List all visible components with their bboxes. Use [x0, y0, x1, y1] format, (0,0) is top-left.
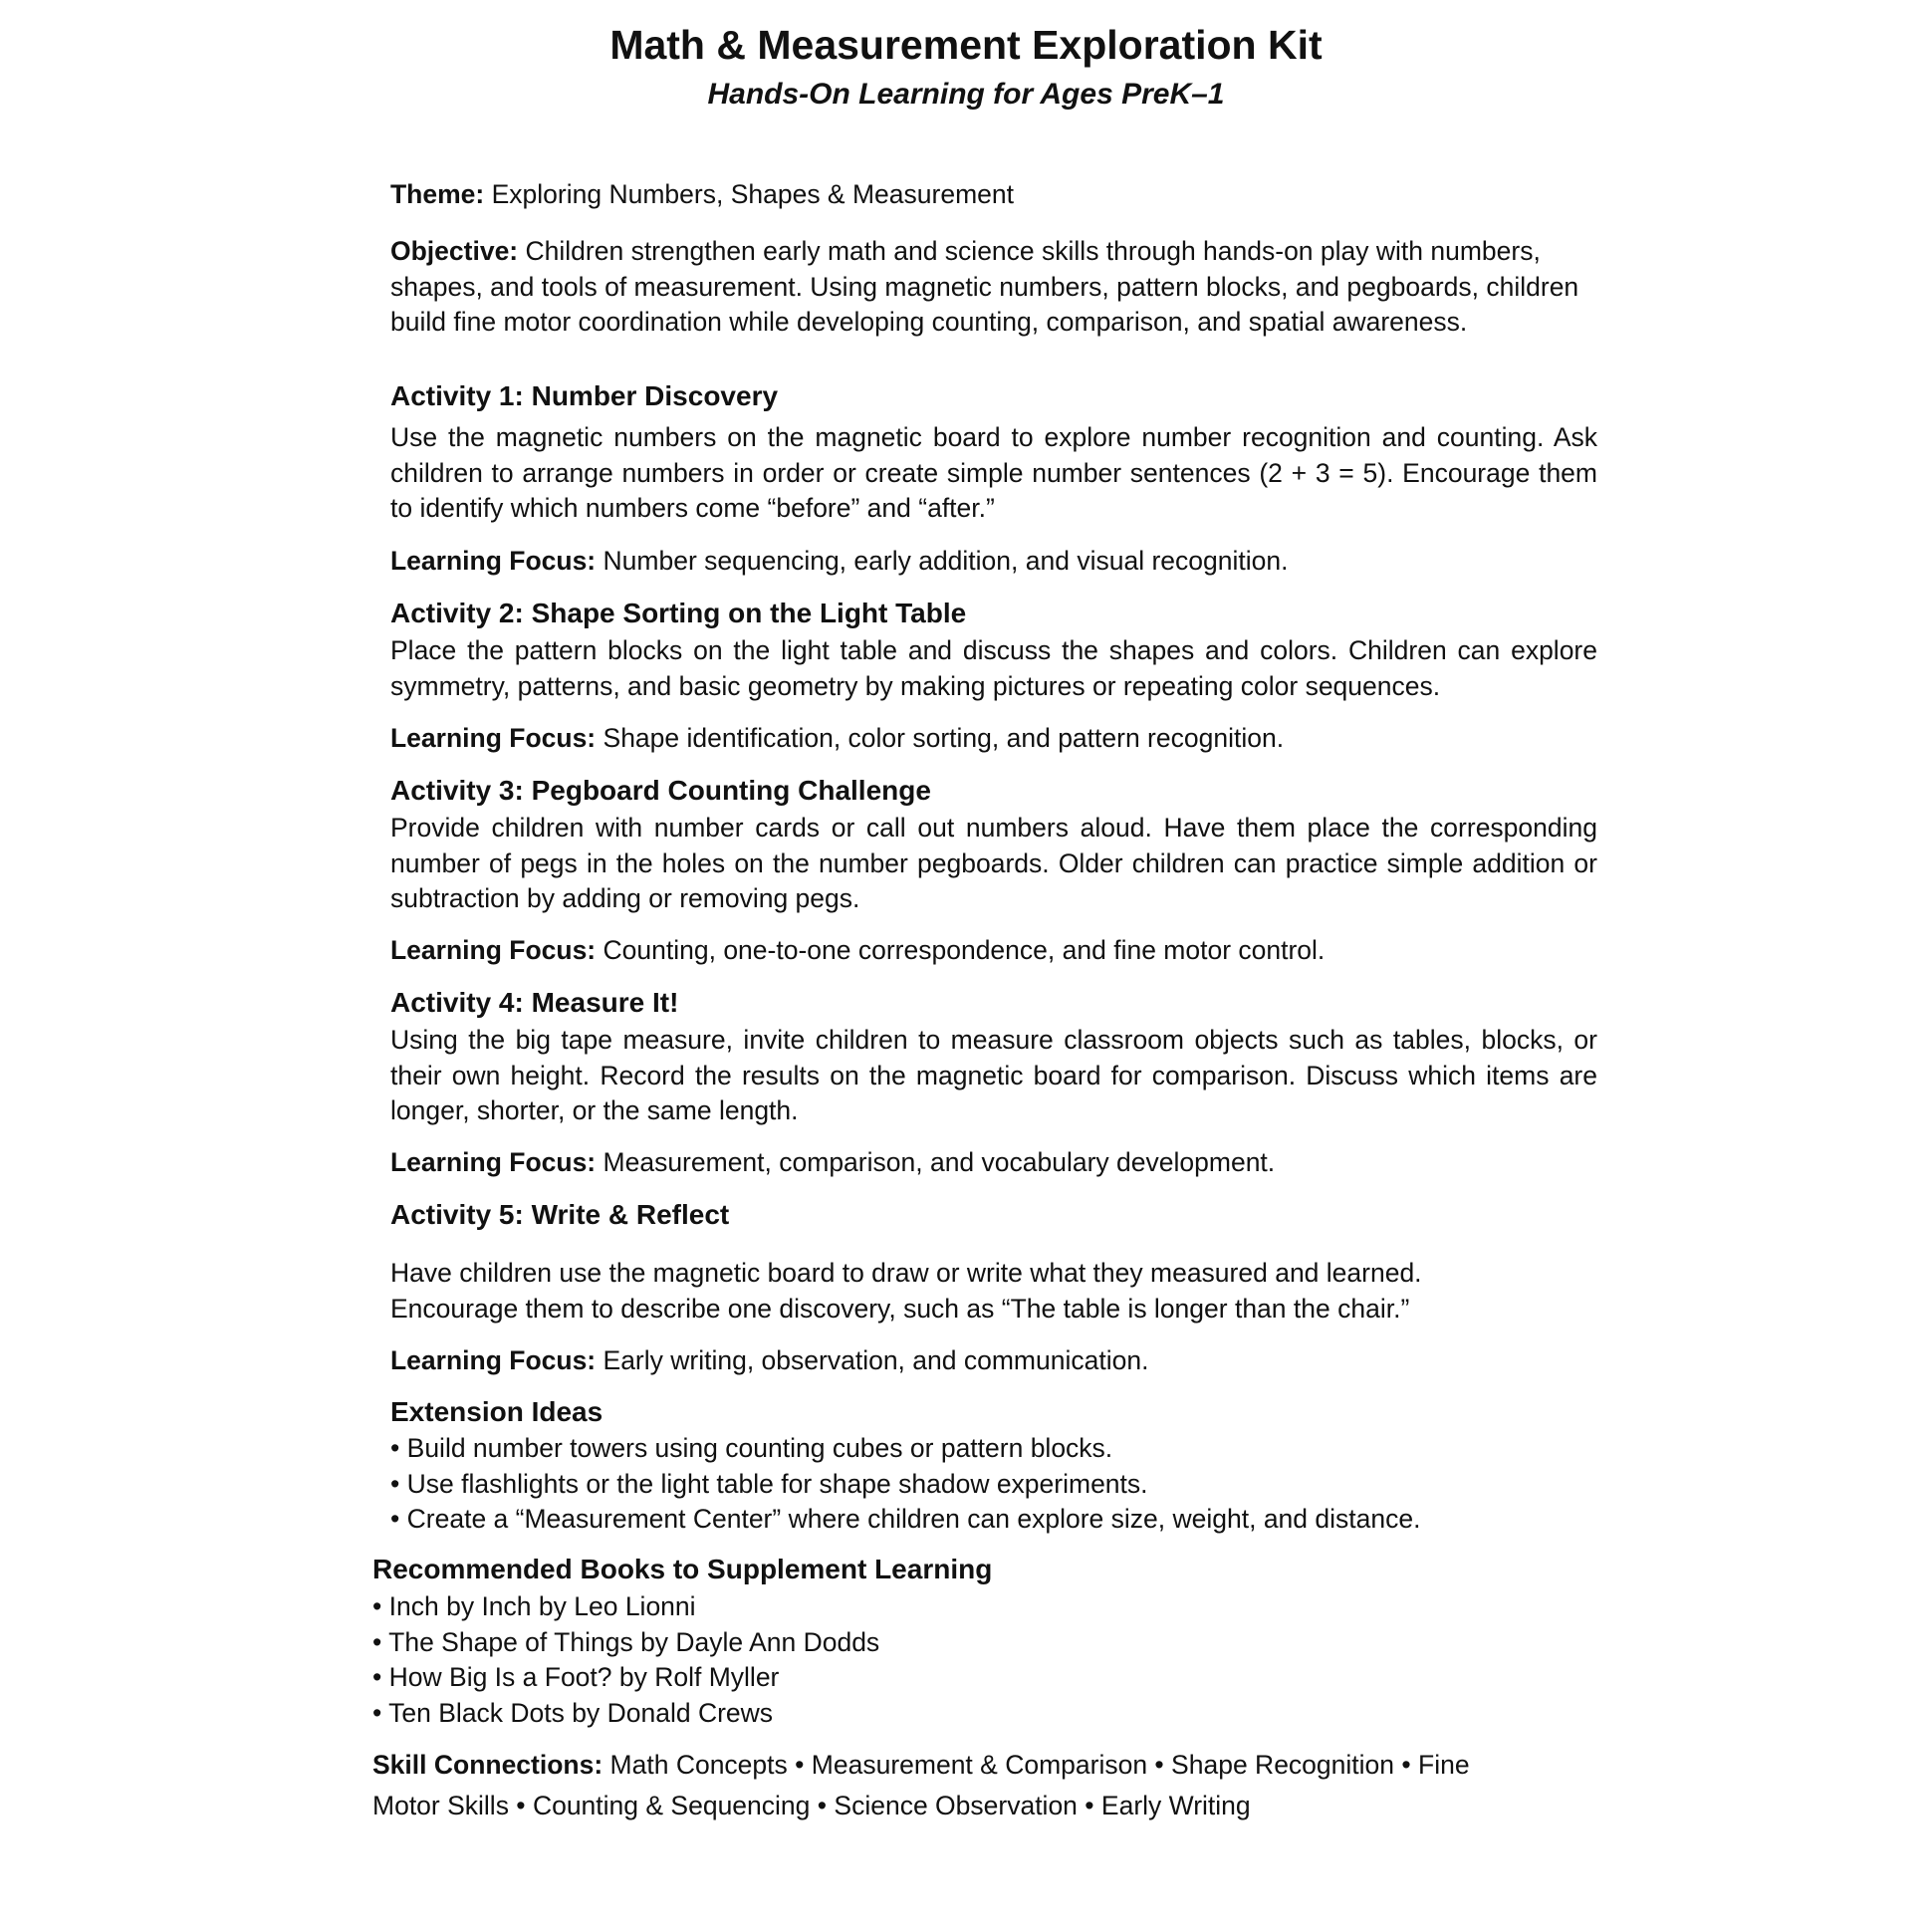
activity-5-focus-text: Early writing, observation, and communication. [603, 1345, 1149, 1375]
activity-2-text: Place the pattern blocks on the light table and discuss the shapes and colors. Children can explore symmetry, patterns, and basic geometry by making pictures or repeating color sequences. [390, 635, 1597, 701]
activity-2-focus-text: Shape identification, color sorting, and pattern recognition. [603, 723, 1285, 753]
page-subtitle: Hands-On Learning for Ages PreK–1 [707, 78, 1225, 111]
activity-5-text-line: Have children use the magnetic board to draw or write what they measured and learned. [390, 1258, 1422, 1288]
theme-paragraph [390, 177, 1597, 213]
activity-3-focus-text: Counting, one-to-one correspondence, and fine motor control. [603, 935, 1326, 965]
skill-connections-label: Skill Connections: [372, 1750, 604, 1780]
list-item: • Build number towers using counting cubes or pattern blocks. [390, 1433, 1113, 1463]
activity-3-text: Provide children with number cards or call out numbers aloud. Have them place the corresponding number of pegs in the holes on the number pegboards. Older children can practice simple addition or subtraction by adding or removing pegs. [390, 813, 1597, 913]
learning-focus-label: Learning Focus: [390, 1147, 597, 1177]
activity-1-focus-text: Number sequencing, early addition, and visual recognition. [603, 546, 1289, 576]
activity-4-focus-text: Measurement, comparison, and vocabulary development. [603, 1147, 1276, 1177]
extension-list [390, 1431, 1597, 1538]
extension-heading: Extension Ideas [390, 1396, 604, 1427]
activity-4-focus [390, 1145, 1597, 1181]
skill-connections-text: Math Concepts • Measurement & Comparison • Shape Recognition • Fine Motor Skills • Counting & Sequencing • Science Observation • Early Writing [372, 1750, 1470, 1820]
objective-text: Children strengthen early math and science skills through hands-on play with numbers, shapes, and tools of measurement. Using magnetic numbers, pattern blocks, and pegboards, children build fine motor coordination while developing counting, comparison, and spatial awareness. [390, 236, 1579, 337]
activity-4-text: Using the big tape measure, invite children to measure classroom objects such as tables, blocks, or their own height. Record the results on the magnetic board for comparison. Discuss which items are longer, shorter, or the same length. [390, 1025, 1597, 1125]
theme-text: Exploring Numbers, Shapes & Measurement [491, 179, 1014, 209]
activity-3-focus [390, 933, 1597, 969]
list-item: • Ten Black Dots by Donald Crews [372, 1697, 774, 1728]
activity-5-text-line: Encourage them to describe one discovery, such as “The table is longer than the chair.” [390, 1293, 1410, 1324]
page-title: Math & Measurement Exploration Kit [609, 22, 1323, 68]
activity-5-focus [390, 1343, 1597, 1379]
objective-paragraph [390, 234, 1597, 341]
activity-4-heading: Activity 4: Measure It! [390, 987, 679, 1018]
activity-1-focus [390, 544, 1597, 580]
activity-3-heading: Activity 3: Pegboard Counting Challenge [390, 775, 931, 806]
activity-5-heading: Activity 5: Write & Reflect [390, 1199, 730, 1230]
books-heading: Recommended Books to Supplement Learning [372, 1554, 993, 1584]
learning-focus-label: Learning Focus: [390, 546, 597, 576]
learning-focus-label: Learning Focus: [390, 1345, 597, 1375]
objective-label: Objective: [390, 236, 519, 266]
learning-focus-label: Learning Focus: [390, 723, 597, 753]
activity-5-text [390, 1256, 1597, 1327]
list-item: • Inch by Inch by Leo Lionni [372, 1591, 696, 1621]
activity-2-focus [390, 721, 1597, 757]
list-item: • How Big Is a Foot? by Rolf Myller [372, 1662, 780, 1692]
list-item: • Create a “Measurement Center” where children can explore size, weight, and distance. [390, 1504, 1421, 1534]
activity-2-heading: Activity 2: Shape Sorting on the Light Table [390, 598, 967, 628]
activity-1-heading: Activity 1: Number Discovery [390, 380, 779, 411]
learning-focus-label: Learning Focus: [390, 935, 597, 965]
skill-connections [372, 1745, 1528, 1826]
activity-1-text: Use the magnetic numbers on the magnetic board to explore number recognition and counting. Ask children to arrange numbers in order or create simple number sentences (2 + 3 = 5). Encourage them to identify which numbers come “before” and “after.” [390, 422, 1597, 523]
theme-label: Theme: [390, 179, 485, 209]
list-item: • Use flashlights or the light table for shape shadow experiments. [390, 1468, 1148, 1499]
list-item: • The Shape of Things by Dayle Ann Dodds [372, 1626, 880, 1657]
books-list [372, 1589, 1579, 1731]
